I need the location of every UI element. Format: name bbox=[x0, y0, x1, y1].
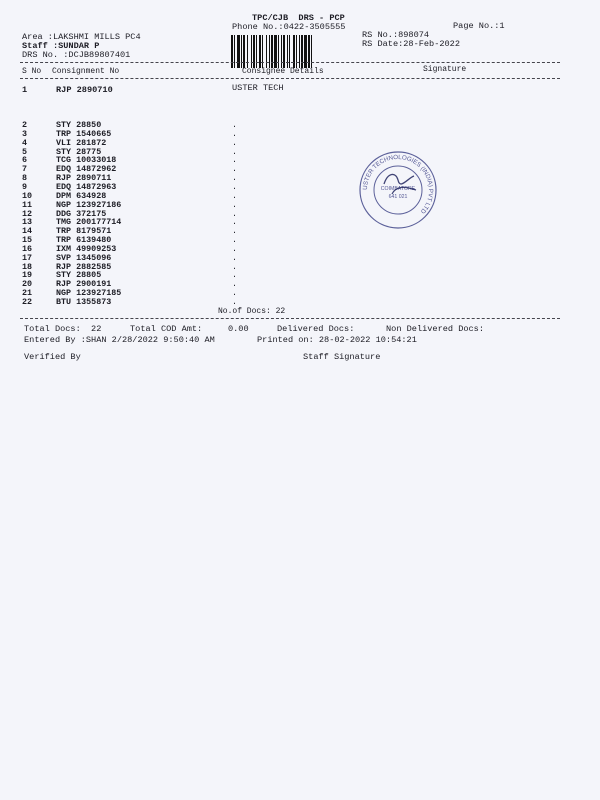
row-sno: 11 bbox=[22, 199, 33, 210]
list-item bbox=[0, 279, 600, 288]
row-consignment: NGP 123927186 bbox=[56, 199, 122, 210]
row-sno: 7 bbox=[22, 164, 28, 175]
staff-signature-label: Staff Signature bbox=[303, 352, 381, 362]
list-item bbox=[0, 217, 600, 226]
list-item bbox=[0, 155, 600, 164]
row-dot: . bbox=[232, 199, 238, 210]
row-dot: . bbox=[232, 208, 238, 219]
total-docs: Total Docs: 22 bbox=[24, 324, 102, 334]
col-consignment: Consignment No bbox=[52, 67, 120, 76]
list-item bbox=[0, 270, 600, 279]
row-consignment: NGP 123927185 bbox=[56, 288, 122, 299]
area-label: Area :LAKSHMI MILLS PC4 bbox=[22, 32, 141, 42]
row-consignment: TCG 10033018 bbox=[56, 155, 117, 166]
row-sno: 12 bbox=[22, 208, 33, 219]
col-consignee: Consignee Details bbox=[242, 67, 324, 76]
col-sno: S No bbox=[22, 67, 42, 76]
col-signature: Signature bbox=[423, 65, 467, 74]
row-consignment: RJP 2890710 bbox=[56, 85, 113, 95]
row-sno: 2 bbox=[22, 120, 28, 130]
row-sno: 16 bbox=[22, 243, 33, 254]
row-consignment: RJP 2900191 bbox=[56, 279, 112, 290]
list-item bbox=[0, 200, 600, 209]
row-consignment: TRP 1540665 bbox=[56, 128, 112, 139]
non-delivered-docs: Non Delivered Docs: bbox=[386, 324, 484, 334]
row-consignee: USTER TECH bbox=[232, 83, 284, 93]
row-dot: . bbox=[232, 181, 238, 192]
row-dot: . bbox=[232, 128, 238, 139]
row-consignment: IXM 49909253 bbox=[56, 243, 117, 254]
row-dot: . bbox=[232, 164, 238, 175]
row-sno: 10 bbox=[22, 190, 33, 201]
list-item bbox=[0, 209, 600, 218]
rs-date: RS Date:28-Feb-2022 bbox=[362, 39, 460, 49]
list-item bbox=[0, 244, 600, 253]
row-consignment: EDQ 14872963 bbox=[56, 181, 117, 192]
list-item bbox=[0, 288, 600, 297]
divider bbox=[20, 78, 560, 79]
row-sno: 8 bbox=[22, 173, 28, 184]
row-consignment: RJP 2882585 bbox=[56, 261, 112, 272]
row-sno: 1 bbox=[22, 85, 28, 95]
row-dot: . bbox=[232, 146, 238, 157]
row-consignment: STY 28850 bbox=[56, 120, 102, 130]
rs-number: RS No.:898074 bbox=[362, 30, 430, 40]
list-item bbox=[0, 120, 600, 129]
list-item bbox=[0, 235, 600, 244]
divider bbox=[20, 318, 560, 319]
row-sno: 21 bbox=[22, 288, 33, 299]
row-dot: . bbox=[232, 137, 238, 148]
svg-text:641 021: 641 021 bbox=[388, 194, 408, 200]
total-cod-amount: Total COD Amt: 0.00 bbox=[130, 324, 249, 334]
row-dot: . bbox=[232, 226, 238, 237]
row-sno: 6 bbox=[22, 155, 28, 166]
row-sno: 3 bbox=[22, 128, 28, 139]
svg-text:COIMBATORE: COIMBATORE bbox=[380, 186, 416, 192]
row-consignment: SVP 1345096 bbox=[56, 252, 112, 263]
row-dot: . bbox=[232, 155, 238, 166]
row-dot: . bbox=[232, 261, 238, 272]
row-sno: 9 bbox=[22, 181, 28, 192]
delivered-docs: Delivered Docs: bbox=[277, 324, 355, 334]
row-consignment: TRP 8179571 bbox=[56, 226, 112, 237]
row-consignment: STY 28775 bbox=[56, 146, 102, 157]
row-consignment: RJP 2890711 bbox=[56, 173, 112, 184]
list-item bbox=[0, 138, 600, 147]
printed-on: Printed on: 28-02-2022 10:54:21 bbox=[257, 335, 417, 345]
row-sno: 5 bbox=[22, 146, 28, 157]
list-item bbox=[0, 297, 600, 306]
drs-number: DRS No. :DCJB89807401 bbox=[22, 50, 131, 60]
list-item bbox=[0, 147, 600, 156]
svg-text:USTER TECHNOLOGIES (INDIA) PVT: USTER TECHNOLOGIES (INDIA) PVT LTD bbox=[361, 153, 435, 215]
page-number: Page No.:1 bbox=[453, 21, 505, 31]
row-sno: 20 bbox=[22, 279, 33, 290]
row-dot: . bbox=[232, 120, 238, 130]
list-item bbox=[0, 173, 600, 182]
row-sno: 17 bbox=[22, 252, 33, 263]
row-consignment: EDQ 14872962 bbox=[56, 164, 117, 175]
document-title: TPC/CJB DRS - PCP bbox=[252, 13, 345, 23]
divider bbox=[20, 62, 560, 63]
row-sno: 15 bbox=[22, 235, 33, 246]
row-dot: . bbox=[232, 243, 238, 254]
row-dot: . bbox=[232, 252, 238, 263]
row-consignment: BTU 1355873 bbox=[56, 297, 112, 307]
no-of-docs: No.of Docs: 22 bbox=[218, 307, 286, 316]
row-sno: 18 bbox=[22, 261, 33, 272]
row-sno: 4 bbox=[22, 137, 28, 148]
row-dot: . bbox=[232, 288, 238, 299]
row-dot: . bbox=[232, 235, 238, 246]
list-item bbox=[0, 129, 600, 138]
row-consignment: TRP 6139480 bbox=[56, 235, 112, 246]
list-item bbox=[0, 164, 600, 173]
row-dot: . bbox=[232, 190, 238, 201]
row-sno: 13 bbox=[22, 217, 33, 228]
row-consignment: STY 28805 bbox=[56, 270, 102, 281]
list-item bbox=[0, 262, 600, 271]
row-consignment: DDG 372175 bbox=[56, 208, 107, 219]
row-sno: 19 bbox=[22, 270, 33, 281]
row-consignment: DPM 634928 bbox=[56, 190, 107, 201]
row-consignment: TMG 200177714 bbox=[56, 217, 122, 228]
list-item bbox=[0, 182, 600, 191]
row-dot: . bbox=[232, 173, 238, 184]
row-dot: . bbox=[232, 279, 238, 290]
entered-by: Entered By :SHAN 2/28/2022 9:50:40 AM bbox=[24, 335, 215, 345]
staff-label: Staff :SUNDAR P bbox=[22, 41, 100, 51]
barcode bbox=[231, 35, 358, 68]
verified-by-label: Verified By bbox=[24, 352, 81, 362]
list-item bbox=[0, 226, 600, 235]
row-dot: . bbox=[232, 270, 238, 281]
row-sno: 14 bbox=[22, 226, 33, 237]
list-item bbox=[0, 191, 600, 200]
row-consignment: VLI 281872 bbox=[56, 137, 107, 148]
list-item bbox=[0, 253, 600, 262]
row-dot: . bbox=[232, 217, 238, 228]
phone-number: Phone No.:0422-3505555 bbox=[232, 22, 346, 32]
company-stamp bbox=[358, 150, 438, 230]
row-sno: 22 bbox=[22, 297, 33, 307]
row-dot: . bbox=[232, 297, 238, 307]
